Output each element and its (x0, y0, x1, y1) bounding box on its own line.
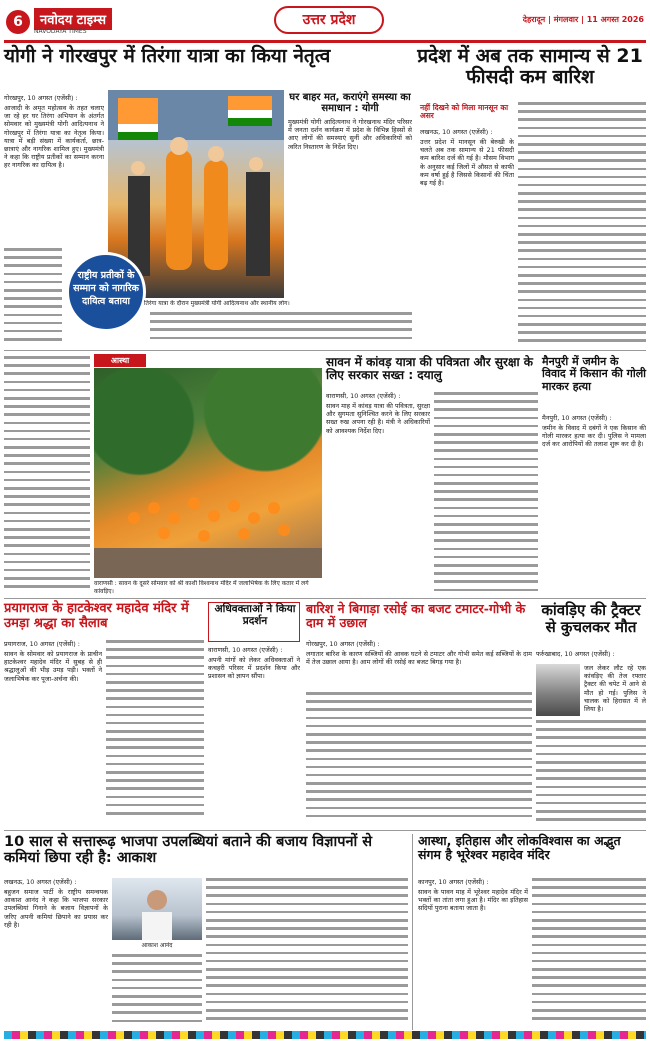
bhureshwar-text-lines (532, 878, 646, 1028)
lead-headline: योगी ने गोरखपुर में तिरंगा यात्रा का किया नेतृत्व (4, 45, 331, 67)
divider (4, 830, 646, 831)
bhureshwar-byline: कानपुर, 10 अगस्त (एजेंसी) : (418, 878, 489, 886)
kanwar-photo (94, 368, 322, 578)
paper-name-top: NAVODAYA TIMES (34, 28, 87, 35)
tomato-byline: गोरखपुर, 10 अगस्त (एजेंसी) : (306, 640, 380, 648)
tomato-text-lines (306, 692, 532, 826)
divider (4, 350, 646, 351)
mainpuri-byline: मैनपुरी, 10 अगस्त (एजेंसी) : (542, 414, 612, 422)
akash-headline: 10 साल से सत्तारूढ़ भाजपा उपलब्धियां बताने की बजाय विज्ञापनों से कमियां छिपा रही है: आकाश (4, 834, 373, 867)
procession-illustration (94, 368, 322, 578)
column-rule (412, 834, 413, 1030)
bhureshwar-body: सावन के पावन माह में भूरेश्वर महादेव मंदिर में भक्तों का तांता लगा हुआ है। मंदिर का इतिहास सदियों पुराना बताया जाता है। (418, 888, 528, 913)
sidebar-body: मुख्यमंत्री योगी आदित्यनाथ ने गोरखनाथ मंदिर परिसर में जनता दर्शन कार्यक्रम में प्रदेश के विभिन्न हिस्सों से आए लोगों की समस्याएं सुनीं और अधिकारियों को त्वरित निस्तारण के निर्देश दिए। (288, 118, 412, 151)
tomato-body: लगातार बारिश के कारण सब्जियों की आवक घटने से टमाटर और गोभी समेत कई सब्जियों के दाम में तेज उछाल आया है। आम लोगों की रसोई का बजट बिगड़ गया है। (306, 650, 532, 667)
prayagraj-byline: प्रयागराज, 10 अगस्त (एजेंसी) : (4, 640, 80, 648)
lead-photo-caption: तिरंगा यात्रा के दौरान मुख्यमंत्री योगी आदित्यनाथ और स्थानीय लोग। (144, 300, 290, 307)
akash-photo (112, 878, 202, 940)
tractor-photo (536, 664, 580, 716)
mainpuri-headline: मैनपुरी में जमीन के विवाद में किसान की गोली मारकर हत्या (542, 355, 646, 393)
tractor-headline: कांवड़िए की ट्रैक्टर से कुचलकर मौत (541, 601, 641, 636)
kanwar-body: सावन माह में कांवड़ यात्रा की पवित्रता, सुरक्षा और सुगमता सुनिश्चित करने के लिए सरकार सख्त रुख अपना रही है। मंत्री ने अधिकारियों को आवश्यक निर्देश दिए। (326, 402, 430, 435)
tractor-text-lines (536, 720, 646, 826)
sidebar-headline: घर बाहर मत, कराएंगे समस्या का समाधान : योगी (289, 92, 411, 115)
page-number: 6 (6, 10, 30, 34)
kanwar-text-lines (434, 392, 538, 596)
left-text-lines (4, 356, 90, 596)
rain-body: उत्तर प्रदेश में मानसून की बेरुखी के चलते अब तक सामान्य से 21 फीसदी कम बारिश दर्ज की गई है। मौसम विभाग के अनुसार कई जिलों में औसत से काफी कम वर्षा हुई है जिससे किसानों की चिंता बढ़ गई है। (420, 138, 514, 188)
divider (4, 598, 646, 599)
kanwar-photo-caption: वाराणसी : सावन के दूसरे सोमवार को श्री काशी विश्वनाथ मंदिर में जलाभिषेक के लिए कतार में लगे कांवड़िए। (94, 580, 309, 595)
kanwar-byline: वाराणसी, 10 अगस्त (एजेंसी) : (326, 392, 401, 400)
lead-quote-bubble: राष्ट्रीय प्रतीकों के सम्मान को नागरिक दायित्व बताया (66, 252, 146, 332)
section-name: उत्तर प्रदेश (274, 6, 384, 34)
paper-name: नवोदय टाइम्स (34, 8, 112, 30)
rain-text-lines (518, 102, 646, 350)
tractor-body: जल लेकर लौट रहे एक कांवड़िए की तेज रफ्तार ट्रैक्टर की चपेट में आने से मौत हो गई। पुलिस ने चालक को हिरासत में ले लिया है। (584, 664, 646, 714)
tractor-byline: फर्रुखाबाद, 10 अगस्त (एजेंसी) : (536, 650, 615, 658)
akash-text-lines (112, 954, 202, 1028)
rain-byline: लखनऊ, 10 अगस्त (एजेंसी) : (420, 128, 493, 136)
mainpuri-body: जमीन के विवाद में दबंगों ने एक किसान की गोली मारकर हत्या कर दी। पुलिस ने मामला दर्ज कर आरोपियों की तलाश शुरू कर दी है। (542, 424, 646, 449)
akash-byline: लखनऊ, 10 अगस्त (एजेंसी) : (4, 878, 77, 886)
lead-text-lines-2 (150, 312, 412, 348)
kanwar-headline: सावन में कांवड़ यात्रा की पवित्रता और सुरक्षा के लिए सरकार सख्त : दयालु (326, 355, 533, 383)
paper-logo (34, 8, 152, 38)
prayagraj-headline: प्रयागराज के हाटकेश्वर महादेव मंदिर में उमड़ा श्रद्धा का सैलाब (4, 601, 189, 631)
rain-subhead: नहीं दिखने को मिला मानसून का असर (420, 103, 509, 121)
rain-headline: प्रदेश में अब तक सामान्य से 21 फीसदी कम बारिश (417, 45, 643, 89)
akash-photo-caption: आकाश आनंद (141, 942, 173, 949)
color-registration-strip (4, 1031, 646, 1039)
masthead-rule (4, 40, 646, 43)
kanwar-photo-label: आस्था (94, 354, 146, 367)
adhivakta-body: अपनी मांगों को लेकर अधिवक्ताओं ने कचहरी परिसर में प्रदर्शन किया और प्रशासन को ज्ञापन सौंपा। (208, 656, 300, 681)
lead-text-lines (4, 248, 62, 344)
masthead (4, 4, 646, 42)
adhivakta-headline: अधिवक्ताओं ने किया प्रदर्शन (214, 603, 296, 627)
akash-body: बहुजन समाज पार्टी के राष्ट्रीय समन्वयक आकाश आनंद ने कहा कि भाजपा सरकार उपलब्धियां गिनाने के बजाय विज्ञापनों के जरिए अपनी कमियां छिपाने का प्रयास कर रही है। (4, 888, 108, 929)
dateline: देहरादून | मंगलवार | 11 अगस्त 2026 (522, 15, 644, 24)
lead-body: आजादी के अमृत महोत्सव के तहत चलाए जा रहे हर घर तिरंगा अभियान के अंतर्गत सोमवार को मुख्यमंत्री योगी आदित्यनाथ ने गोरखपुर में तिरंगा यात्रा का नेतृत्व किया। यात्रा में बड़ी संख्या में कार्यकर्ता, छात्र-छात्राएं और नागरिक शामिल हुए। मुख्यमंत्री ने कहा कि राष्ट्रीय प्रतीकों का सम्मान करना हर नागरिक का दायित्व है। (4, 104, 104, 170)
lead-byline: गोरखपुर, 10 अगस्त (एजेंसी) : (4, 94, 78, 102)
tomato-headline: बारिश ने बिगाड़ा रसोई का बजट टमाटर-गोभी के दाम में उछाल (306, 601, 526, 630)
prayagraj-body: सावन के सोमवार को प्रयागराज के प्राचीन हाटकेश्वर महादेव मंदिर में सुबह से ही श्रद्धालुओं की भीड़ उमड़ पड़ी। भक्तों ने जलाभिषेक कर पूजा-अर्चना की। (4, 650, 102, 683)
prayagraj-text-lines (106, 640, 204, 826)
speaker-illustration (112, 878, 202, 940)
newspaper-page (4, 4, 646, 1039)
adhivakta-byline: वाराणसी, 10 अगस्त (एजेंसी) : (208, 646, 283, 654)
akash-text-lines-2 (206, 878, 408, 1028)
bhureshwar-headline: आस्था, इतिहास और लोकविश्वास का अद्भुत संगम है भूरेश्वर महादेव मंदिर (418, 833, 621, 862)
